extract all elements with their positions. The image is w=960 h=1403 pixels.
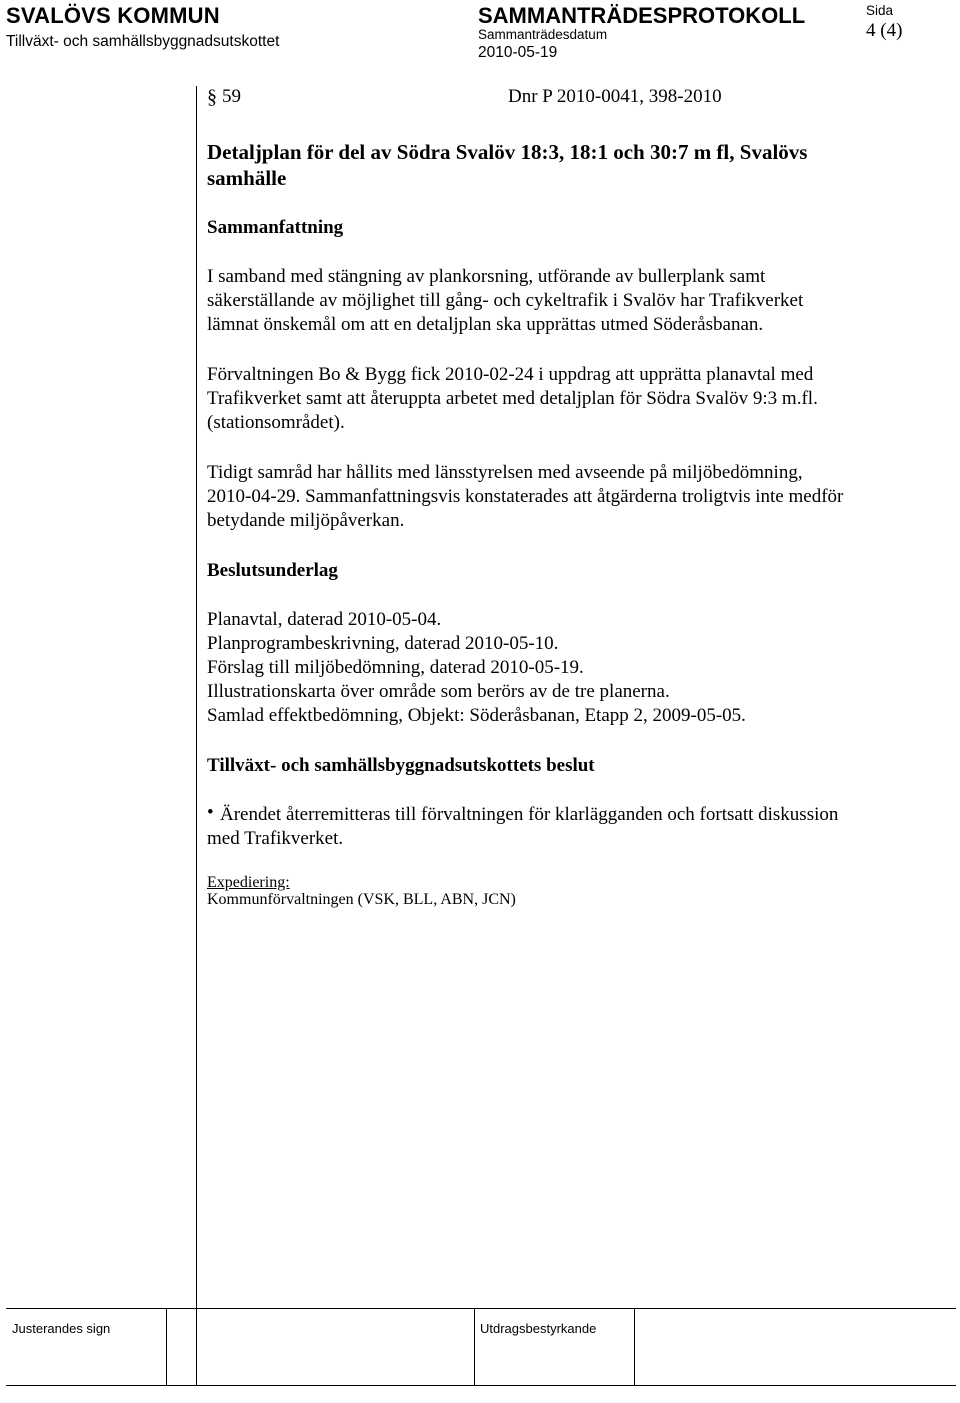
meeting-date-label: Sammanträdesdatum — [478, 27, 608, 42]
footer-divider — [474, 1308, 475, 1385]
extract-certification-label: Utdragsbestyrkande — [480, 1321, 597, 1336]
organization-name: SVALÖVS KOMMUN — [6, 3, 220, 28]
footer-divider — [166, 1308, 167, 1385]
organization-unit: Tillväxt- och samhällsbyggnadsutskottet — [6, 33, 280, 50]
bullet-icon: • — [207, 802, 214, 823]
footer-rule-bottom — [6, 1385, 956, 1386]
text-line: betydande miljöpåverkan. — [207, 510, 405, 531]
text-line: Tidigt samråd har hållits med länsstyrelsen med avseende på miljöbedömning, — [207, 462, 803, 483]
text-line: lämnat önskemål om att en detaljplan ska upprättas utmed Söderåsbanan. — [207, 314, 764, 335]
footer-divider — [634, 1308, 635, 1385]
decision-text-continued — [207, 827, 343, 851]
text-line: med Trafikverket. — [207, 828, 344, 849]
footer-rule-top — [6, 1308, 956, 1309]
text-line: Förvaltningen Bo & Bygg fick 2010-02-24 i uppdrag att upprätta planavtal med — [207, 364, 814, 385]
summary-paragraph-3 — [207, 461, 843, 533]
signature-label: Justerandes sign — [12, 1321, 111, 1336]
text-line: (stationsområdet). — [207, 412, 345, 433]
basis-item: Planprogrambeskrivning, daterad 2010-05-10. — [207, 633, 559, 654]
basis-item: Förslag till miljöbedömning, daterad 2010-05-19. — [207, 657, 584, 678]
text-line: Ärendet återremitteras till förvaltningen för klarlägganden och fortsatt diskussion — [220, 804, 839, 825]
text-line: Trafikverket samt att återuppta arbetet med detaljplan för Södra Svalöv 9:3 m.fl. — [207, 388, 818, 409]
basis-item: Planavtal, daterad 2010-05-04. — [207, 609, 442, 630]
text-line: säkerställande av möjlighet till gång- och cykeltrafik i Svalöv har Trafikverket — [207, 290, 804, 311]
section-title — [207, 139, 807, 191]
section-title-line: Detaljplan för del av Södra Svalöv 18:3, 18:1 och 30:7 m fl, Svalövs — [207, 140, 808, 164]
summary-paragraph-1 — [207, 265, 803, 337]
summary-heading: Sammanfattning — [207, 217, 344, 238]
page-number: 4 (4) — [866, 20, 903, 41]
decision-heading: Tillväxt- och samhällsbyggnadsutskottets beslut — [207, 755, 595, 776]
basis-heading: Beslutsunderlag — [207, 560, 338, 581]
meeting-date: 2010-05-19 — [478, 44, 558, 61]
basis-list — [207, 608, 746, 728]
text-line: I samband med stängning av plankorsning, utförande av bullerplank samt — [207, 266, 766, 287]
section-symbol: § — [207, 86, 217, 108]
dispatch-label: Expediering: — [207, 874, 290, 891]
section-number: 59 — [222, 86, 241, 107]
decision-text — [220, 803, 838, 827]
text-line: 2010-04-29. Sammanfattningsvis konstaterades att åtgärderna troligtvis inte medför — [207, 486, 844, 507]
margin-rule — [196, 86, 197, 1386]
basis-item: Illustrationskarta över område som berörs av de tre planerna. — [207, 681, 670, 702]
dispatch-recipients: Kommunförvaltningen (VSK, BLL, ABN, JCN) — [207, 891, 516, 908]
document-type: SAMMANTRÄDESPROTOKOLL — [478, 3, 806, 28]
basis-item: Samlad effektbedömning, Objekt: Söderåsbanan, Etapp 2, 2009-05-05. — [207, 705, 746, 726]
summary-paragraph-2 — [207, 363, 818, 435]
case-number: Dnr P 2010-0041, 398-2010 — [508, 86, 722, 107]
page-label: Sida — [866, 3, 894, 18]
section-title-line: samhälle — [207, 166, 287, 190]
